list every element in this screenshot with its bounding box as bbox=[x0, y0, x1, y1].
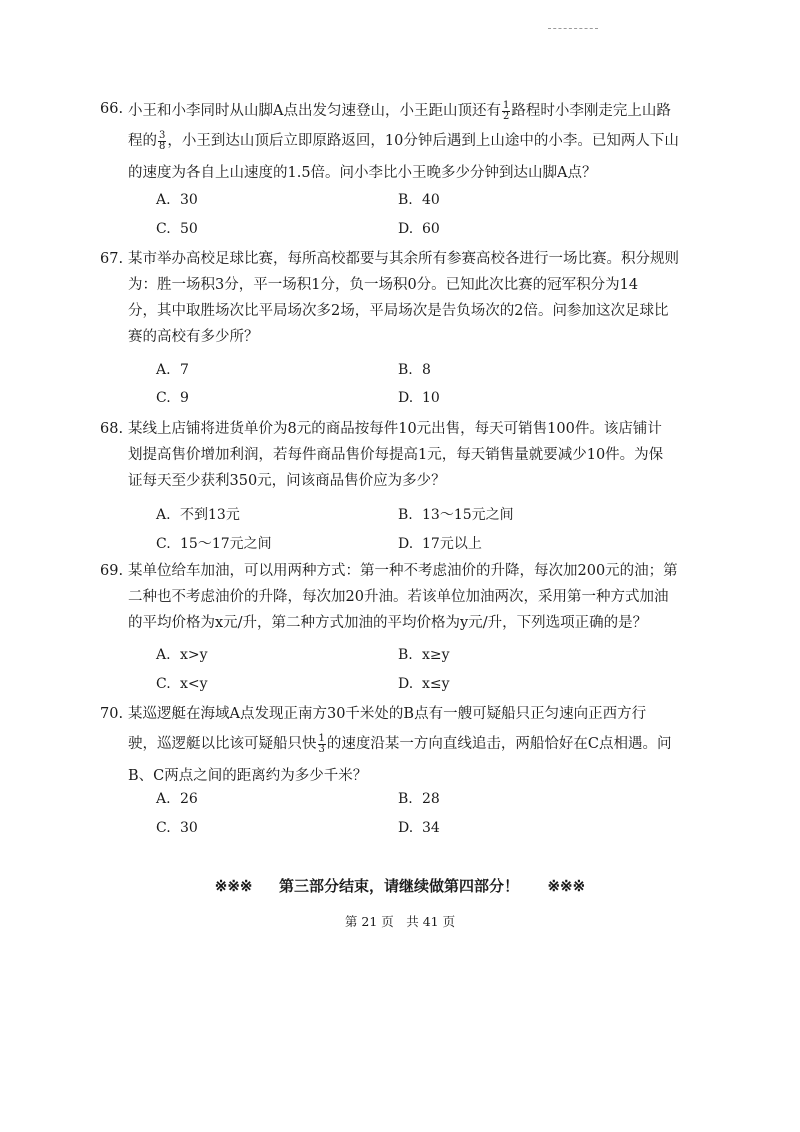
question-line: 分，其中取胜场次比平局场次多2场，平局场次是告负场次的2倍。问参加这次足球比 bbox=[128, 303, 669, 319]
option-b[interactable]: B. 28 bbox=[398, 791, 440, 807]
stars-right: ※※※ bbox=[547, 877, 586, 895]
option-d[interactable]: D. x≤y bbox=[398, 676, 450, 692]
stars-left: ※※※ bbox=[214, 877, 253, 895]
question-number: 67. bbox=[100, 251, 124, 267]
question-66 bbox=[100, 96, 679, 186]
option-b[interactable]: B. 40 bbox=[398, 192, 440, 208]
fraction: $\frac{3}{8}$ bbox=[159, 129, 166, 152]
question-line: 驶，巡逻艇以比该可疑船只快 $\frac{1}{3}$ 的速度沿某一方向直线追击，两船恰好在C点相遇。问 bbox=[128, 732, 672, 755]
question-number: 68. bbox=[100, 421, 124, 437]
question-line: 程的 $\frac{3}{8}$ ，小王到达山顶后立即原路返回，10分钟后遇到上山途中的小李。已知两人下山 bbox=[128, 129, 679, 152]
option-a[interactable]: A. 30 bbox=[156, 192, 198, 208]
question-line: 赛的高校有多少所？ bbox=[128, 329, 259, 345]
question-line: 为：胜一场积3分，平一场积1分，负一场积0分。已知此次比赛的冠军积分为14 bbox=[128, 277, 639, 293]
scan-artifact bbox=[548, 28, 598, 31]
option-a[interactable]: A. 不到13元 bbox=[156, 507, 240, 523]
option-a[interactable]: A. x>y bbox=[156, 647, 208, 663]
question-67 bbox=[100, 246, 679, 350]
option-c[interactable]: C. 15～17元之间 bbox=[156, 536, 272, 552]
question-number: 69. bbox=[100, 563, 124, 579]
question-line: 的速度为各自上山速度的1.5倍。问小李比小王晚多少分钟到达山脚A点？ bbox=[128, 165, 597, 181]
question-line: 的平均价格为x元/升，第二种方式加油的平均价格为y元/升，下列选项正确的是？ bbox=[128, 615, 648, 631]
option-c[interactable]: C. 30 bbox=[156, 820, 198, 836]
fraction: $\frac{1}{3}$ bbox=[318, 732, 325, 755]
question-line: B、C两点之间的距离约为多少千米？ bbox=[128, 768, 368, 784]
section-end-notice bbox=[0, 875, 800, 896]
question-line: 某线上店铺将进货单价为8元的商品按每件10元出售，每天可销售100件。该店铺计 bbox=[128, 421, 662, 437]
question-68 bbox=[100, 416, 678, 494]
option-d[interactable]: D. 10 bbox=[398, 390, 440, 406]
question-number: 70. bbox=[100, 706, 124, 722]
page-number: 第 21 页 共 41 页 bbox=[344, 914, 456, 929]
option-c[interactable]: C. 50 bbox=[156, 221, 198, 237]
section-end-message: 第三部分结束，请继续做第四部分！ bbox=[278, 877, 519, 895]
question-line: 划提高售价增加利润，若每件商品售价每提高1元，每天销售量就要减少10件。为保 bbox=[128, 447, 664, 463]
option-d[interactable]: D. 60 bbox=[398, 221, 440, 237]
option-b[interactable]: B. 8 bbox=[398, 362, 431, 378]
question-69 bbox=[100, 558, 678, 636]
fraction: $\frac{1}{2}$ bbox=[502, 99, 510, 122]
question-line: 某单位给车加油，可以用两种方式：第一种不考虑油价的升降，每次加200元的油；第 bbox=[128, 563, 678, 579]
option-d[interactable]: D. 17元以上 bbox=[398, 536, 482, 552]
question-line: 某巡逻艇在海域A点发现正南方30千米处的B点有一艘可疑船只正匀速向正西方行 bbox=[128, 706, 647, 722]
option-c[interactable]: C. x<y bbox=[156, 676, 208, 692]
question-line: 二种也不考虑油价的升降，每次加20升油。若该单位加油两次，采用第一种方式加油 bbox=[128, 589, 669, 605]
option-c[interactable]: C. 9 bbox=[156, 390, 189, 406]
option-a[interactable]: A. 7 bbox=[156, 362, 189, 378]
option-a[interactable]: A. 26 bbox=[156, 791, 198, 807]
question-70 bbox=[100, 701, 678, 789]
option-b[interactable]: B. x≥y bbox=[398, 647, 450, 663]
option-d[interactable]: D. 34 bbox=[398, 820, 440, 836]
question-line: 小王和小李同时从山脚A点出发匀速登山，小王距山顶还有 $\frac{1}{2}$ 路程时小李刚走完上山路 bbox=[128, 99, 671, 122]
option-b[interactable]: B. 13～15元之间 bbox=[398, 507, 514, 523]
question-number: 66. bbox=[100, 101, 124, 117]
question-line: 证每天至少获利350元，问该商品售价应为多少？ bbox=[128, 473, 446, 489]
question-line: 某市举办高校足球比赛，每所高校都要与其余所有参赛高校各进行一场比赛。积分规则 bbox=[128, 251, 679, 267]
